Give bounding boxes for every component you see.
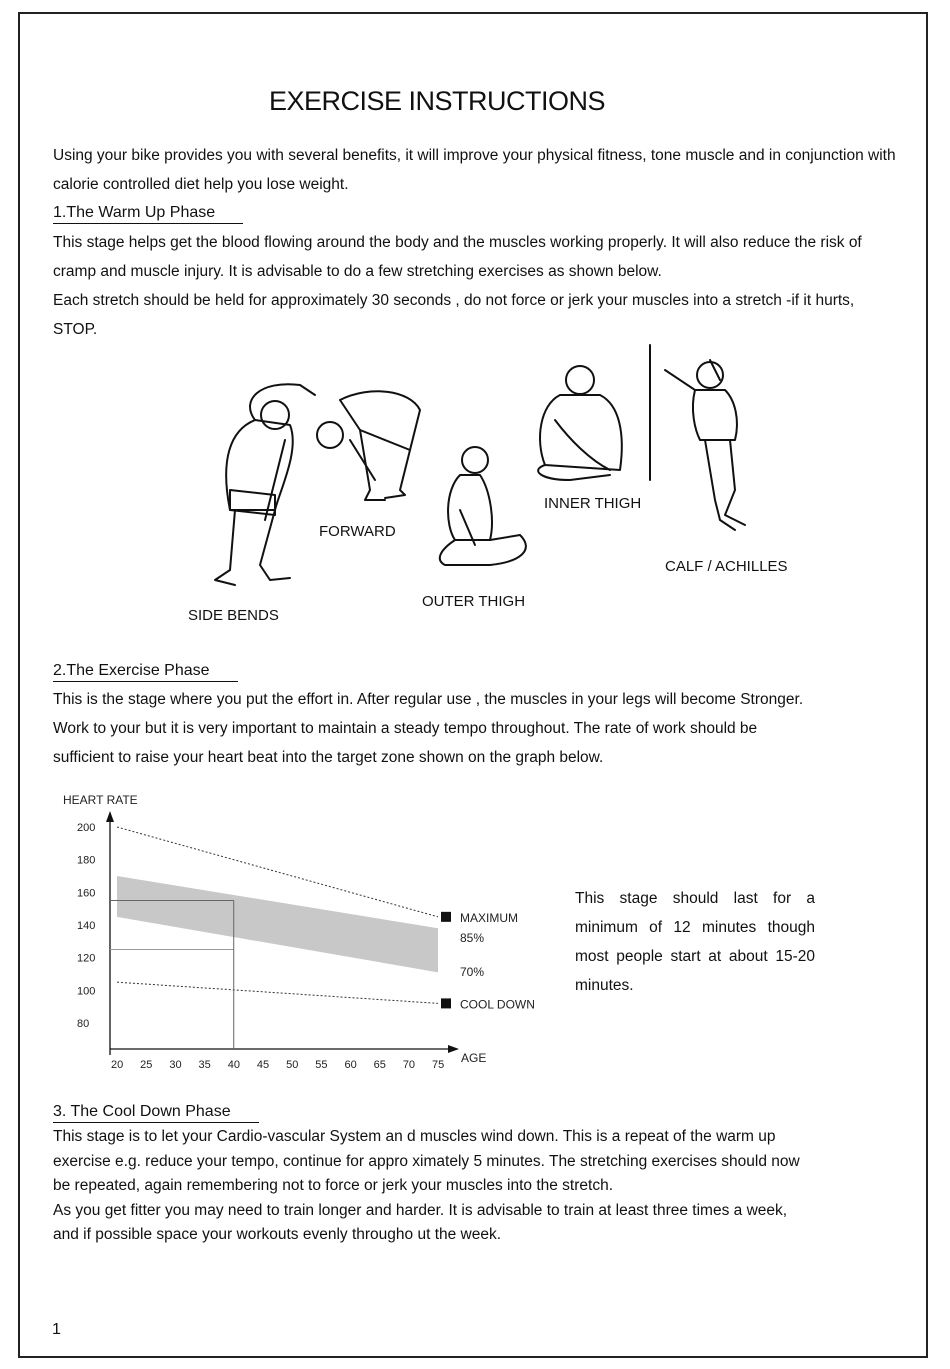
cooldown-line-3: be repeated, again remembering not to force or jerk your muscles into the stretch. xyxy=(53,1177,614,1194)
label-outer-thigh: OUTER THIGH xyxy=(422,593,526,610)
calf-figure xyxy=(665,360,745,530)
label-side-bends: SIDE BENDS xyxy=(188,607,279,624)
y-tick-label: 120 xyxy=(77,952,96,965)
x-tick-label: 75 xyxy=(432,1059,445,1071)
x-tick-label: 65 xyxy=(373,1059,386,1071)
intro-paragraph: Using your bike provides you with several benefits, it will improve your physical fitness, tone muscle and in conjunction with calorie controlled diet help you lose weight. xyxy=(53,147,896,193)
x-tick-label: 35 xyxy=(198,1059,211,1071)
x-tick-label: 60 xyxy=(344,1059,357,1071)
series-label-maximum: MAXIMUM xyxy=(460,910,518,925)
series-label-85: 85% xyxy=(460,931,485,945)
chart-x-axis-label: AGE xyxy=(461,1051,487,1065)
y-tick-label: 140 xyxy=(77,920,96,932)
exercise-heading: 2.The Exercise Phase xyxy=(53,661,238,682)
y-tick-label: 180 xyxy=(77,854,96,867)
maximum-marker xyxy=(441,912,451,922)
y-tick-label: 80 xyxy=(77,1018,90,1030)
y-tick-label: 100 xyxy=(77,985,96,998)
cooldown-line-5: and if possible space your workouts evenly througho ut the week. xyxy=(53,1226,502,1243)
x-tick-label: 45 xyxy=(256,1059,270,1071)
y-axis-arrow xyxy=(106,811,114,822)
cooldown-line-2: exercise e.g. reduce your tempo, continue for appro ximately 5 minutes. The stretching exercises should now xyxy=(53,1152,800,1170)
x-tick-label: 40 xyxy=(227,1059,240,1071)
stage-duration-note: This stage should last for a minimum of 12 minutes though most people start at about 15-20 minutes. xyxy=(575,890,815,994)
heart-rate-chart xyxy=(55,785,555,1075)
cooldown-line-4: As you get fitter you may need to train longer and harder. It is advisable to train at least three times a week, xyxy=(53,1201,788,1219)
cool-down-marker xyxy=(441,998,451,1008)
warmup-section xyxy=(53,228,898,344)
x-tick-label: 25 xyxy=(140,1059,153,1071)
x-tick-label: 70 xyxy=(402,1059,416,1071)
forward-figure xyxy=(317,391,420,500)
y-tick-label: 160 xyxy=(77,887,96,900)
cooldown-line-1: This stage is to let your Cardio-vascular System an d muscles wind down. This is a repeat of the warm up xyxy=(53,1128,776,1145)
cool-down-line xyxy=(117,982,438,1003)
x-tick-label: 50 xyxy=(286,1059,299,1071)
x-tick-label: 30 xyxy=(169,1059,182,1071)
exercise-line-2: Work to your but it is very important to maintain a steady tempo throughout. The rate of work should be xyxy=(53,720,758,737)
cooldown-section xyxy=(53,1125,898,1248)
chart-y-axis-label: HEART RATE xyxy=(63,793,138,807)
warmup-heading: 1.The Warm Up Phase xyxy=(53,203,243,224)
x-axis-arrow xyxy=(448,1045,459,1053)
inner-thigh-figure xyxy=(538,366,622,480)
x-tick-label: 20 xyxy=(111,1059,124,1071)
exercise-line-3: sufficient to raise your heart beat into the target zone shown on the graph below. xyxy=(53,749,604,766)
page-number: 1 xyxy=(52,1321,61,1338)
page-title: EXERCISE INSTRUCTIONS xyxy=(268,86,606,116)
x-tick-label: 55 xyxy=(315,1059,328,1071)
label-forward: FORWARD xyxy=(319,523,396,540)
cooldown-heading: 3. The Cool Down Phase xyxy=(53,1102,259,1123)
label-inner-thigh: INNER THIGH xyxy=(544,495,642,512)
warmup-paragraph-1: This stage helps get the blood flowing around the body and the muscles working properly. It will also reduce the risk of cramp and muscle injury. It is advisable to do a few stretching exercises as shown below. xyxy=(53,234,862,280)
exercise-line-1: This is the stage where you put the effort in. After regular use , the muscles in your legs will become Stronger. xyxy=(53,691,804,708)
label-calf-achilles: CALF / ACHILLES xyxy=(665,558,788,575)
y-tick-label: 200 xyxy=(77,822,96,834)
warmup-paragraph-2: Each stretch should be held for approximately 30 seconds , do not force or jerk your muscles into a stretch -if it hurts, STOP. xyxy=(53,292,855,338)
series-label-70: 70% xyxy=(460,965,485,979)
target-zone-band xyxy=(117,876,438,972)
outer-thigh-figure xyxy=(440,447,526,565)
side-bends-figure xyxy=(215,384,315,585)
exercise-section xyxy=(53,685,898,772)
series-label-cool-down: COOL DOWN xyxy=(460,997,535,1012)
